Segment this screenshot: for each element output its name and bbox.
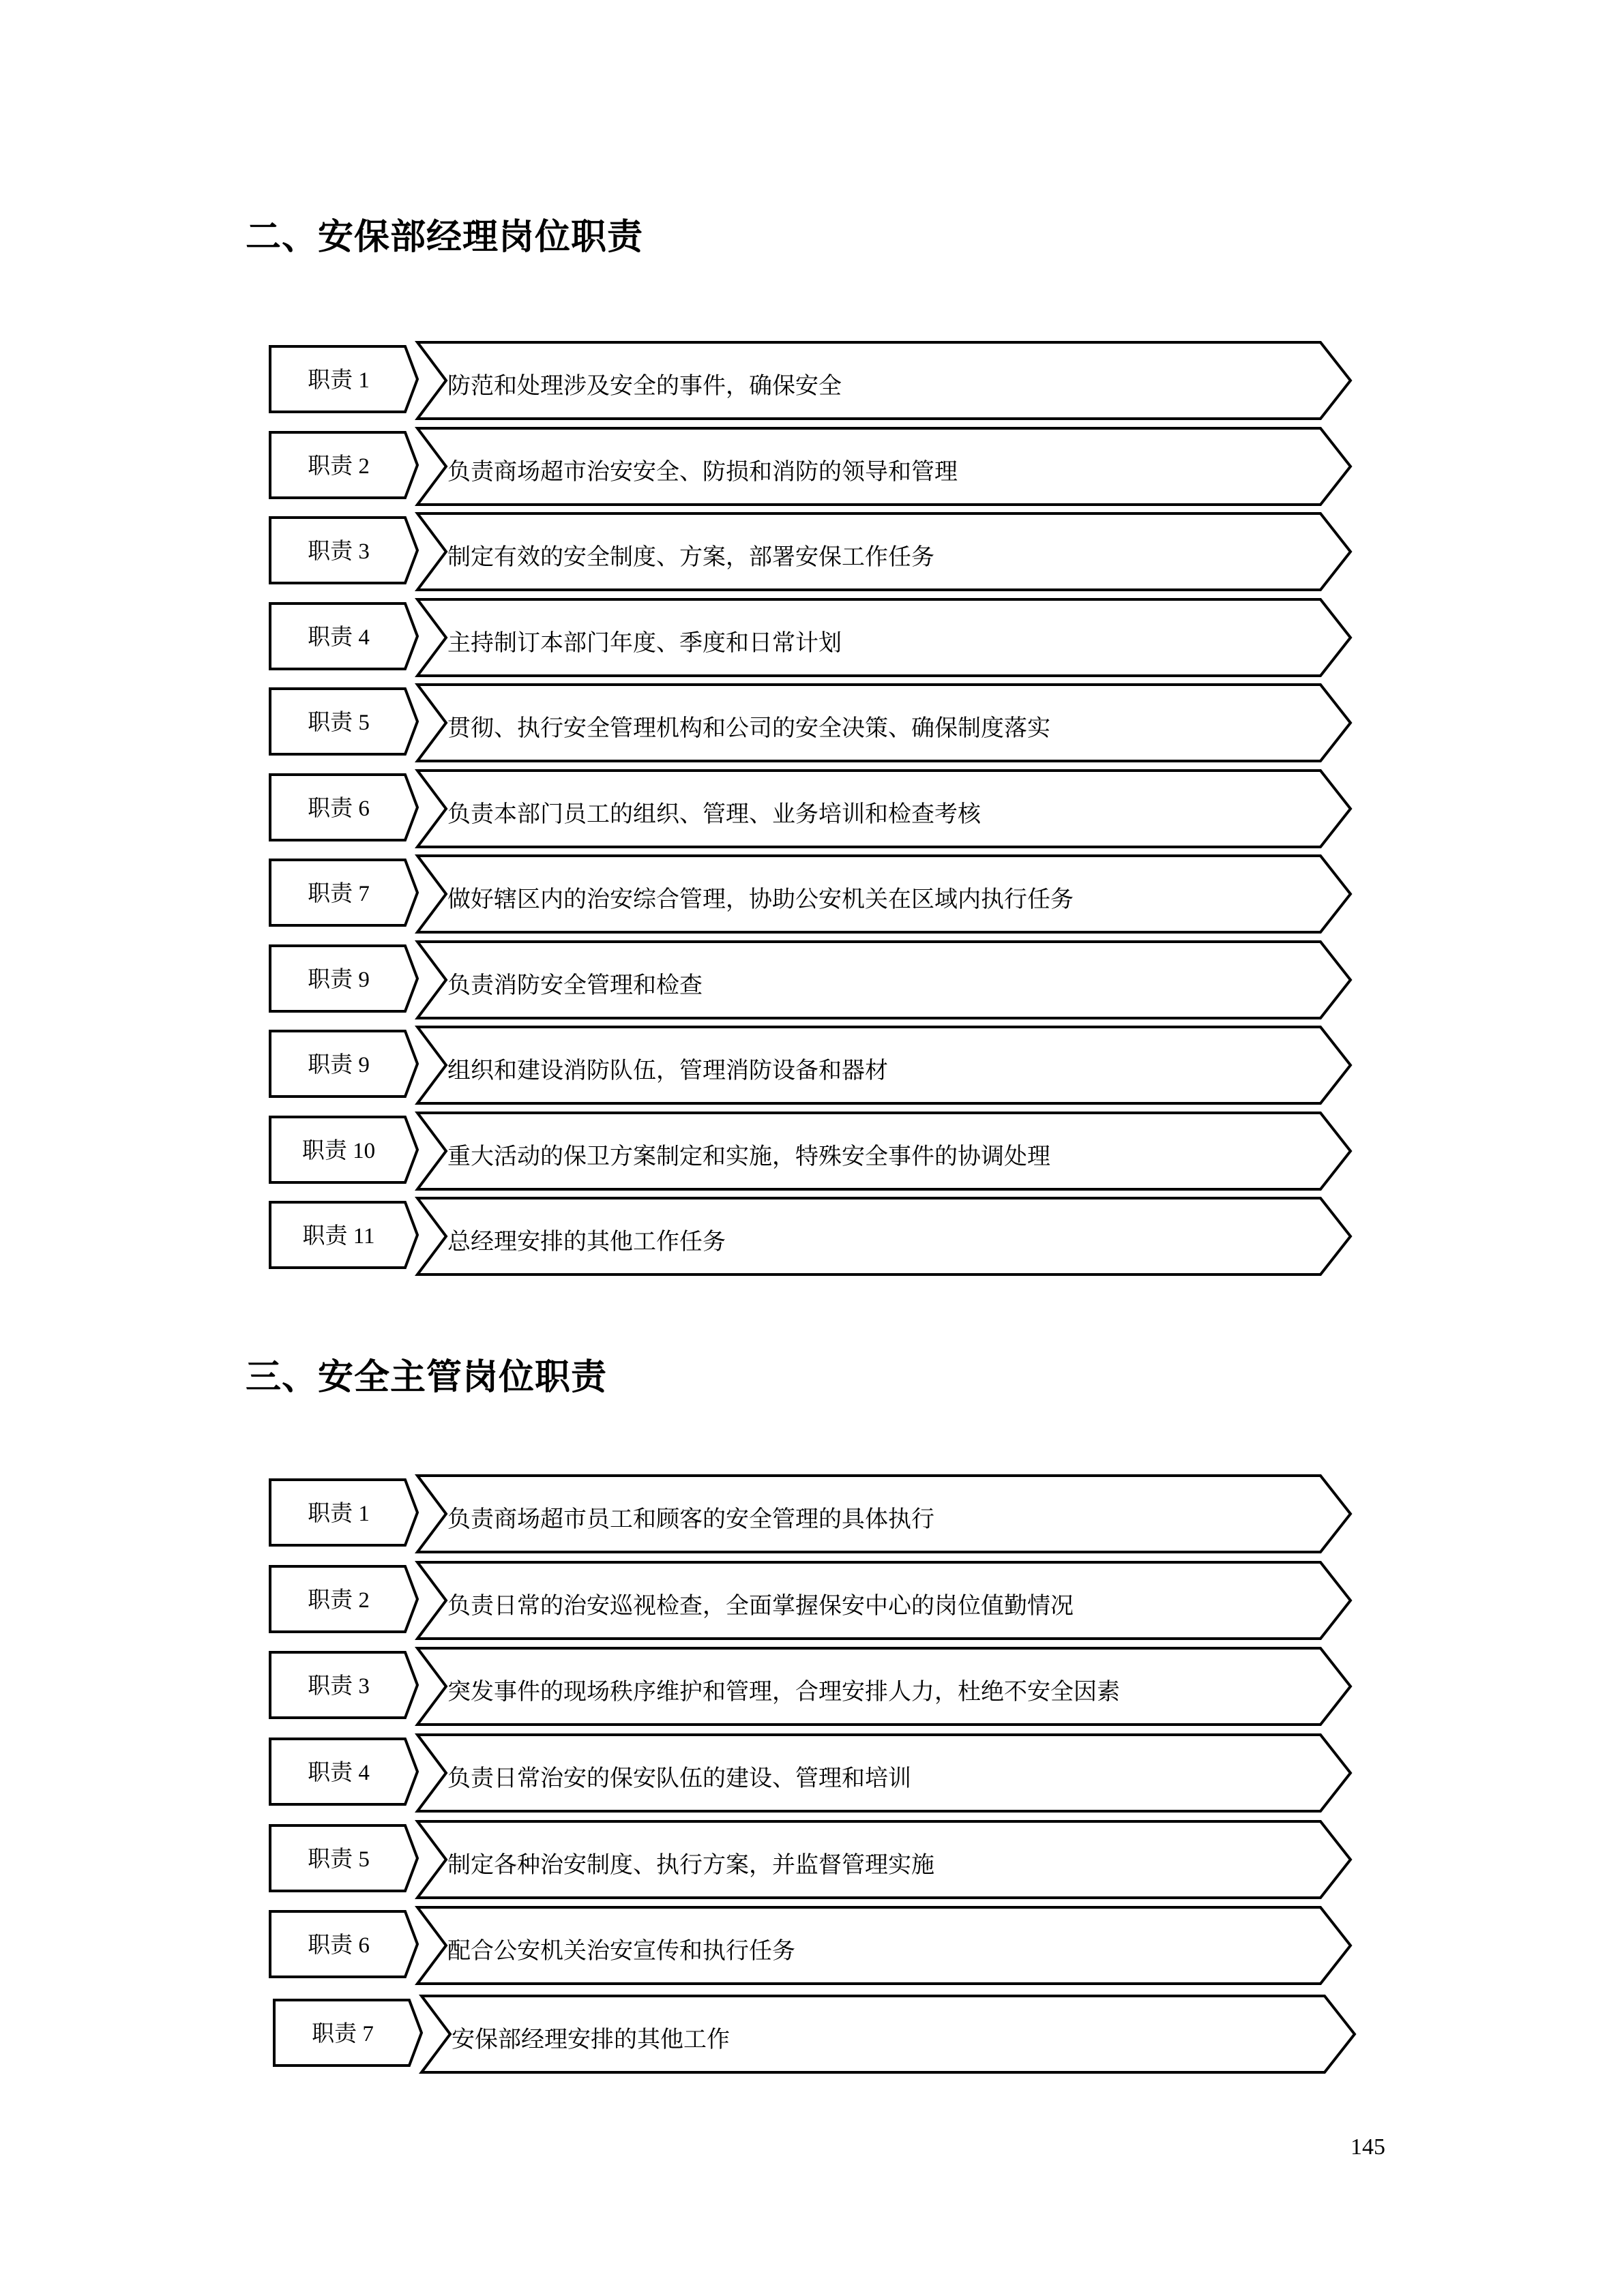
duty-label: 职责 11 (302, 1223, 375, 1249)
duty-text: 做好辖区内的治安综合管理，协助公安机关在区域内执行任务 (447, 886, 1074, 912)
duty-row (269, 1197, 1367, 1276)
duty-row (269, 769, 1367, 848)
section-heading-safety-supervisor: 三、安全主管岗位职责 (246, 1357, 608, 1398)
duty-row (269, 1026, 1367, 1105)
duty-label: 职责 5 (308, 710, 370, 735)
duty-label: 职责 9 (308, 967, 370, 992)
duty-text: 配合公安机关治安宣传和执行任务 (447, 1938, 795, 1964)
duty-row (269, 598, 1367, 677)
duty-row (269, 341, 1367, 420)
duty-row (269, 683, 1367, 762)
duty-row-shapes (269, 1197, 1374, 1279)
duty-text: 突发事件的现场秩序维护和管理，合理安排人力，杜绝不安全因素 (447, 1679, 1120, 1705)
duty-text: 制定有效的安全制度、方案，部署安保工作任务 (447, 544, 934, 570)
duty-row (273, 1995, 1371, 2074)
duty-label: 职责 10 (301, 1138, 376, 1163)
duty-row (269, 1820, 1367, 1899)
duty-label: 职责 7 (308, 881, 370, 906)
duty-label: 职责 1 (308, 368, 370, 393)
duty-row (269, 940, 1367, 1019)
duty-row (269, 1647, 1367, 1726)
duty-label: 职责 4 (308, 625, 370, 650)
duty-label: 职责 9 (308, 1052, 370, 1077)
duty-text: 安保部经理安排的其他工作 (452, 2027, 730, 2053)
duty-row (269, 854, 1367, 934)
duty-row-shapes (269, 940, 1374, 1022)
duty-row (269, 1733, 1367, 1813)
duty-text: 主持制订本部门年度、季度和日常计划 (447, 630, 842, 656)
duty-label: 职责 2 (308, 453, 370, 479)
duty-row (269, 1474, 1367, 1553)
duty-text: 负责日常的治安巡视检查，全面掌握保安中心的岗位值勤情况 (447, 1593, 1074, 1619)
duty-text: 防范和处理涉及安全的事件，确保安全 (447, 373, 842, 399)
duty-label: 职责 4 (308, 1760, 370, 1785)
duty-row (269, 1561, 1367, 1640)
duty-label: 职责 6 (308, 796, 370, 821)
duty-label: 职责 3 (308, 1673, 370, 1699)
duty-text: 制定各种治安制度、执行方案，并监督管理实施 (447, 1852, 934, 1878)
duty-label: 职责 3 (308, 539, 370, 564)
page-number: 145 (1350, 2134, 1385, 2160)
duty-row (269, 427, 1367, 506)
duty-text: 重大活动的保卫方案制定和实施，特殊安全事件的协调处理 (447, 1144, 1050, 1169)
duty-label: 职责 6 (308, 1933, 370, 1958)
duty-label: 职责 2 (308, 1587, 370, 1613)
duty-label: 职责 7 (312, 2021, 374, 2046)
duty-text: 负责消防安全管理和检查 (447, 972, 703, 998)
duty-row-shapes (273, 1995, 1378, 2076)
duty-label: 职责 1 (308, 1501, 370, 1526)
duty-text: 负责日常治安的保安队伍的建设、管理和培训 (447, 1765, 911, 1791)
duty-row (269, 1112, 1367, 1191)
duty-text: 负责商场超市治安安全、防损和消防的领导和管理 (447, 459, 958, 485)
section-heading-security-manager: 二、安保部经理岗位职责 (246, 217, 644, 258)
duty-label: 职责 5 (308, 1847, 370, 1872)
duty-text: 组织和建设消防队伍，管理消防设备和器材 (447, 1058, 888, 1084)
duty-row (269, 512, 1367, 591)
duty-text: 负责本部门员工的组织、管理、业务培训和检查考核 (447, 801, 981, 827)
duty-row-shapes (269, 1906, 1374, 1988)
duty-text: 负责商场超市员工和顾客的安全管理的具体执行 (447, 1506, 934, 1532)
duty-text: 贯彻、执行安全管理机构和公司的安全决策、确保制度落实 (447, 715, 1050, 741)
duty-row (269, 1906, 1367, 1985)
duty-text: 总经理安排的其他工作任务 (447, 1229, 726, 1255)
